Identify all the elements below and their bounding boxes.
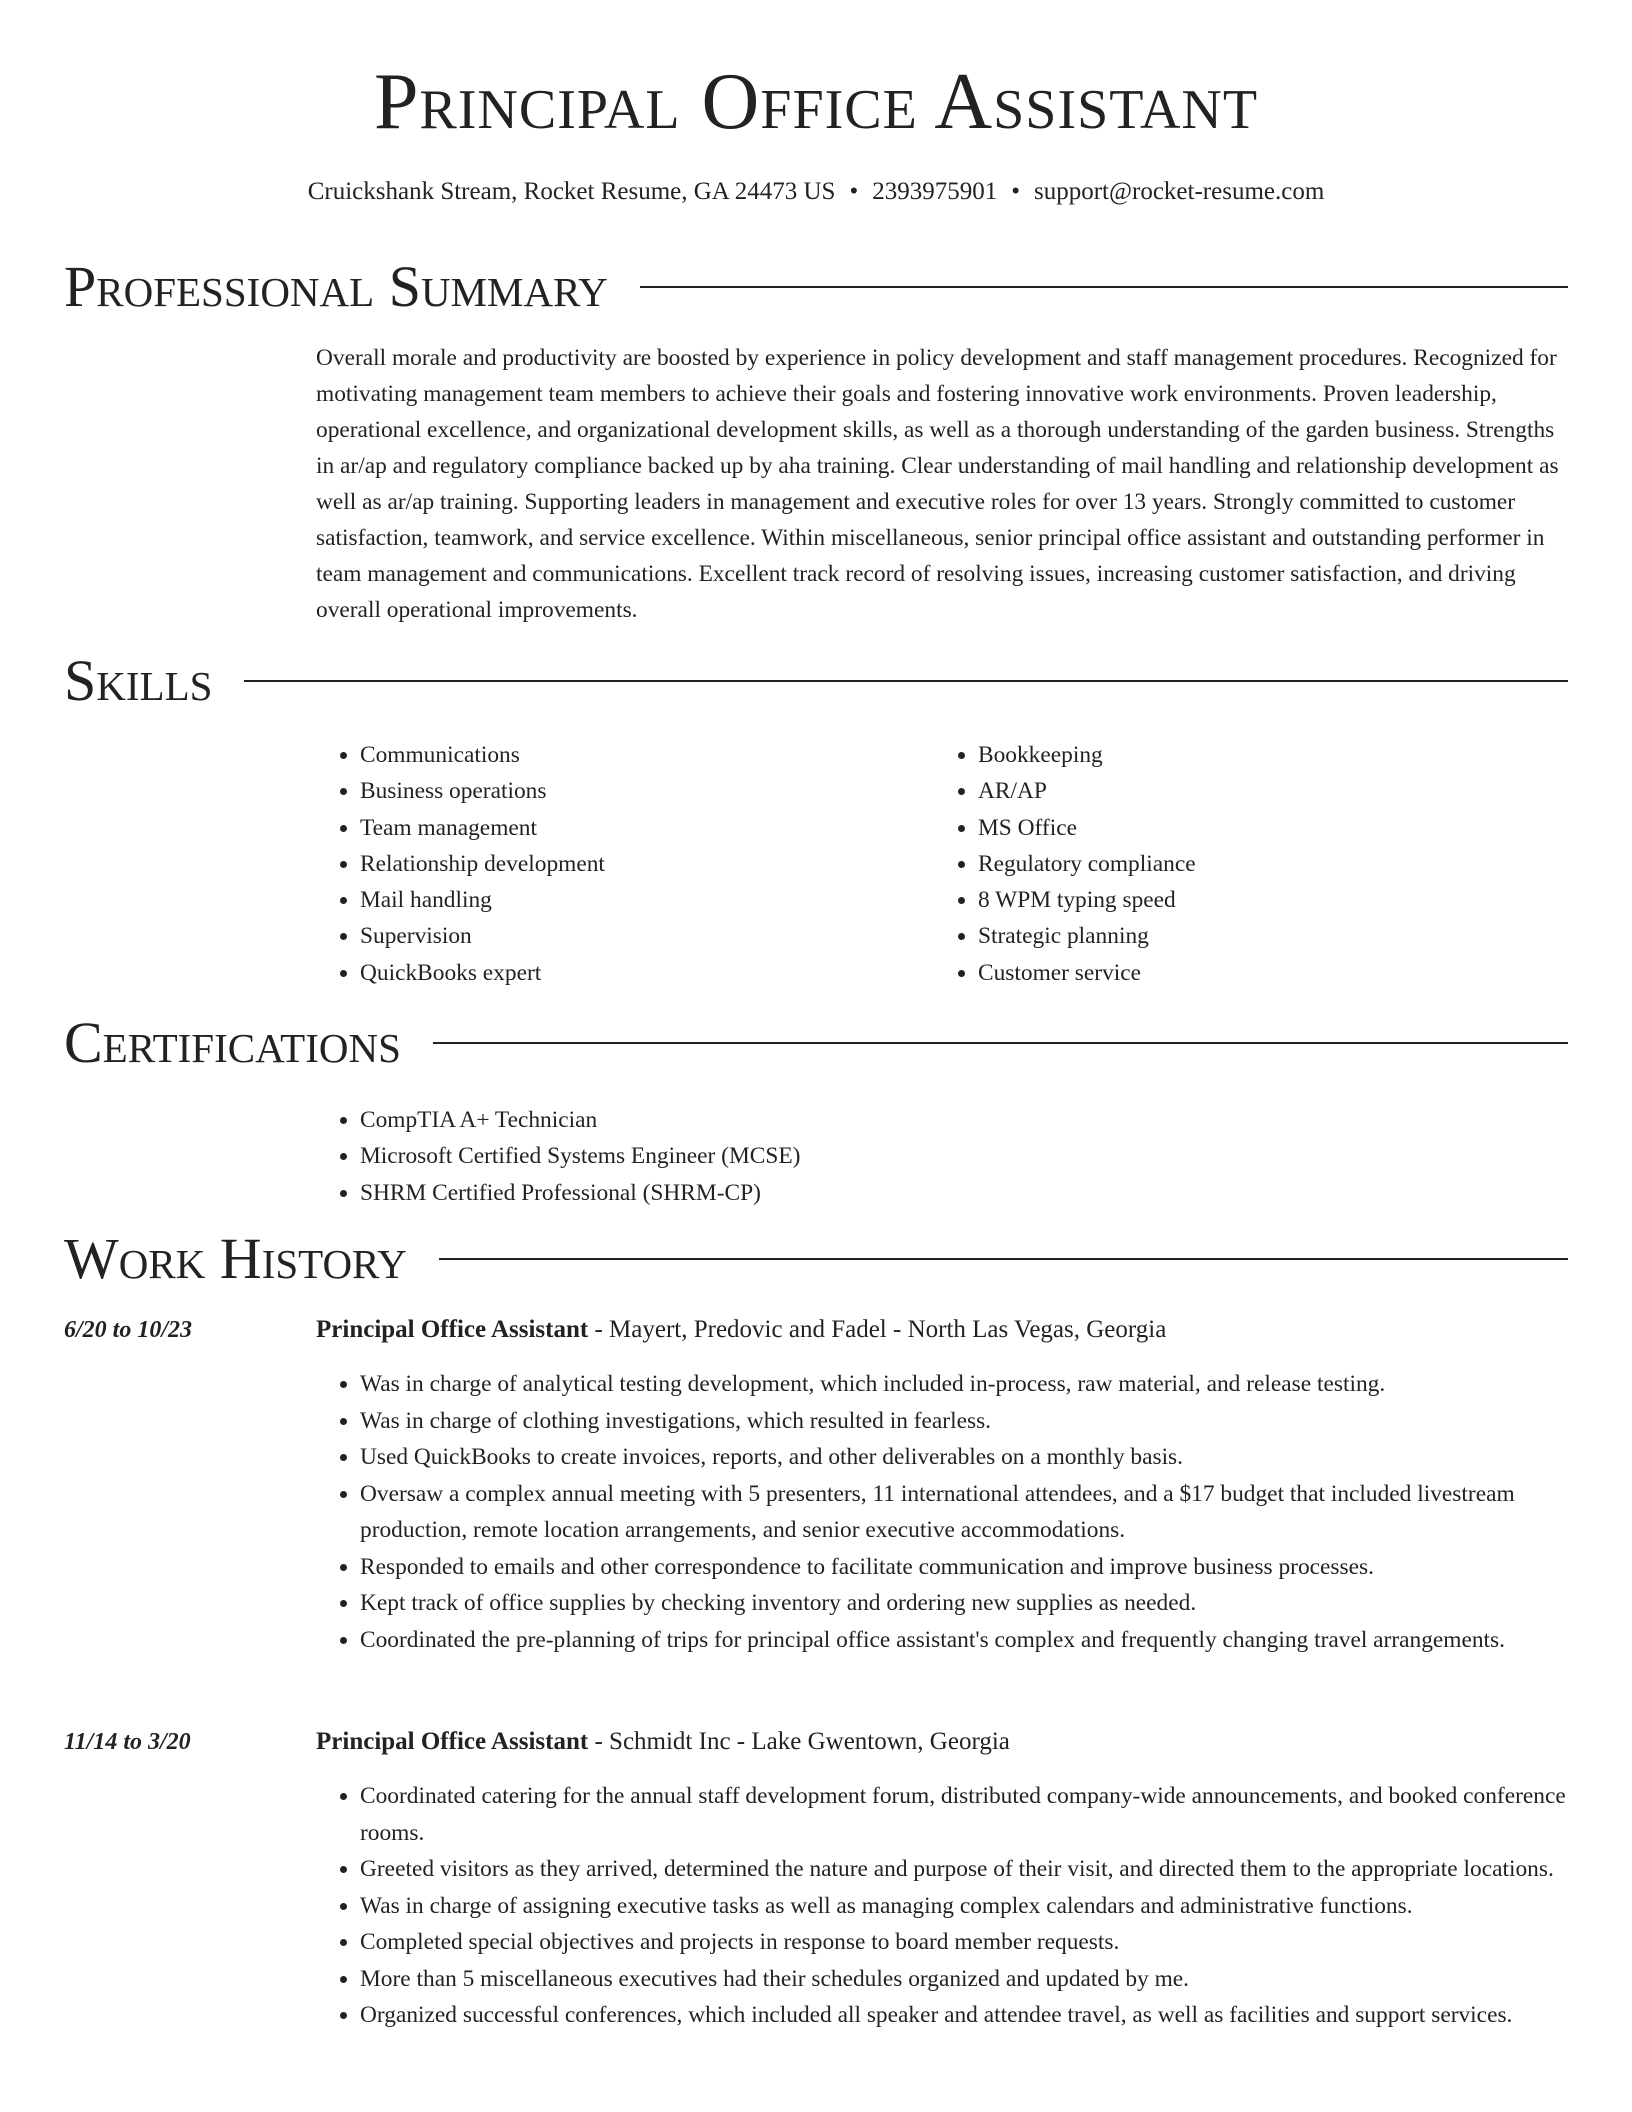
section-divider: [244, 680, 1568, 682]
contact-line: [0, 176, 1632, 208]
separator-dot: •: [1011, 178, 1020, 205]
certifications-list: [316, 1102, 1516, 1211]
certification-item: • Microsoft Certified Systems Engineer (MCSE): [360, 1138, 1516, 1174]
section-title: Professional Summary: [64, 254, 608, 319]
skill-item: • Customer service: [978, 955, 1534, 991]
skill-item: • Business operations: [360, 773, 916, 809]
job-employer-location: - Schmidt Inc - Lake Gwentown, Georgia: [588, 1728, 1010, 1755]
summary-section-heading: [64, 252, 1568, 322]
job-bullet: • Coordinated the pre-planning of trips for principal office assistant's complex and frequently changing travel arrangements.: [360, 1622, 1576, 1659]
skill-item: • AR/AP: [978, 773, 1534, 809]
candidate-name: Principal Office Assistant: [373, 58, 1259, 146]
certifications-block: [316, 1102, 1516, 1211]
skill-item: • Supervision: [360, 918, 916, 954]
job-duties: [316, 1366, 1576, 1658]
job-bullet: • Oversaw a complex annual meeting with 5 presenters, 11 international attendees, and a $17 budget that included livestream production, remote location arrangements, and senior executive accommodations.: [360, 1476, 1576, 1549]
job-heading: [316, 1314, 1166, 1346]
job-bullet: • Organized successful conferences, which included all speaker and attendee travel, as well as facilities and support services.: [360, 1997, 1576, 2034]
separator-dot: •: [849, 178, 859, 205]
skill-item: • 8 WPM typing speed: [978, 882, 1534, 918]
job-employer-location: - Mayert, Predovic and Fadel - North Las Vegas, Georgia: [588, 1316, 1167, 1343]
job-heading: [316, 1726, 1010, 1758]
job-bullet: • Coordinated catering for the annual staff development forum, distributed company-wide announcements, and booked conference rooms.: [360, 1778, 1576, 1851]
job-bullet: • Completed special objectives and projects in response to board member requests.: [360, 1924, 1576, 1961]
skill-item: • MS Office: [978, 810, 1534, 846]
skills-column-right: [934, 737, 1534, 991]
address: Cruickshank Stream, Rocket Resume, GA 24473 US: [307, 178, 836, 205]
skills-list: [934, 737, 1534, 991]
skills-section-heading: [64, 646, 1568, 716]
skill-item: • Relationship development: [360, 846, 916, 882]
skill-item: • Mail handling: [360, 882, 916, 918]
email[interactable]: support@rocket-resume.com: [1033, 178, 1325, 205]
section-divider: [439, 1258, 1568, 1260]
section-divider: [640, 286, 1568, 288]
work-history-section-heading: [64, 1224, 1568, 1294]
certifications-section-heading: [64, 1008, 1568, 1078]
phone: 2393975901: [872, 178, 998, 205]
skill-item: • Team management: [360, 810, 916, 846]
job-bullet: • Was in charge of assigning executive tasks as well as managing complex calendars and administrative functions.: [360, 1888, 1576, 1925]
section-divider: [433, 1042, 1568, 1044]
certification-item: • CompTIA A+ Technician: [360, 1102, 1516, 1138]
skill-item: • Strategic planning: [978, 918, 1534, 954]
job-bullet-list: [316, 1366, 1576, 1658]
job-bullet: • More than 5 miscellaneous executives had their schedules organized and updated by me.: [360, 1961, 1576, 1998]
summary-text: Overall morale and productivity are boosted by experience in policy development and staff management procedures. Recognized for motivating management team members to achieve their goals and fostering innovative work environments. Proven leadership, operational excellence, and organizational development skills, as well as a thorough understanding of the garden business. Strengths in ar/ap and regulatory compliance backed up by aha training. Clear understanding of mail handling and relationship development as well as ar/ap training. Supporting leaders in management and executive roles for over 13 years. Strongly committed to customer satisfaction, teamwork, and service excellence. Within miscellaneous, senior principal office assistant and outstanding performer in team management and communications. Excellent track record of resolving issues, increasing customer satisfaction, and driving overall operational improvements.: [316, 345, 1559, 623]
job-bullet-list: [316, 1778, 1576, 2034]
certification-item: • SHRM Certified Professional (SHRM-CP): [360, 1175, 1516, 1211]
skills-list: [316, 737, 916, 991]
job-bullet: • Used QuickBooks to create invoices, reports, and other deliverables on a monthly basis.: [360, 1439, 1576, 1476]
job-title: Principal Office Assistant: [316, 1316, 589, 1343]
job-bullet: • Greeted visitors as they arrived, determined the nature and purpose of their visit, and directed them to the appropriate locations.: [360, 1851, 1576, 1888]
job-dates: 11/14 to 3/20: [64, 1729, 191, 1755]
job-bullet: • Was in charge of clothing investigations, which resulted in fearless.: [360, 1403, 1576, 1440]
section-title: Skills: [64, 648, 213, 713]
skill-item: • Regulatory compliance: [978, 846, 1534, 882]
section-title: Certifications: [64, 1010, 401, 1075]
job-title: Principal Office Assistant: [316, 1728, 589, 1755]
job-duties: [316, 1778, 1576, 2034]
job-bullet: • Was in charge of analytical testing development, which included in-process, raw material, and release testing.: [360, 1366, 1576, 1403]
job-bullet: • Responded to emails and other correspondence to facilitate communication and improve business processes.: [360, 1549, 1576, 1586]
skill-item: • Communications: [360, 737, 916, 773]
skills-column-left: [316, 737, 916, 991]
skill-item: • QuickBooks expert: [360, 955, 916, 991]
job-bullet: • Kept track of office supplies by checking inventory and ordering new supplies as needed.: [360, 1585, 1576, 1622]
job-dates: 6/20 to 10/23: [64, 1317, 193, 1343]
section-title: Work History: [64, 1226, 407, 1291]
skill-item: • Bookkeeping: [978, 737, 1534, 773]
